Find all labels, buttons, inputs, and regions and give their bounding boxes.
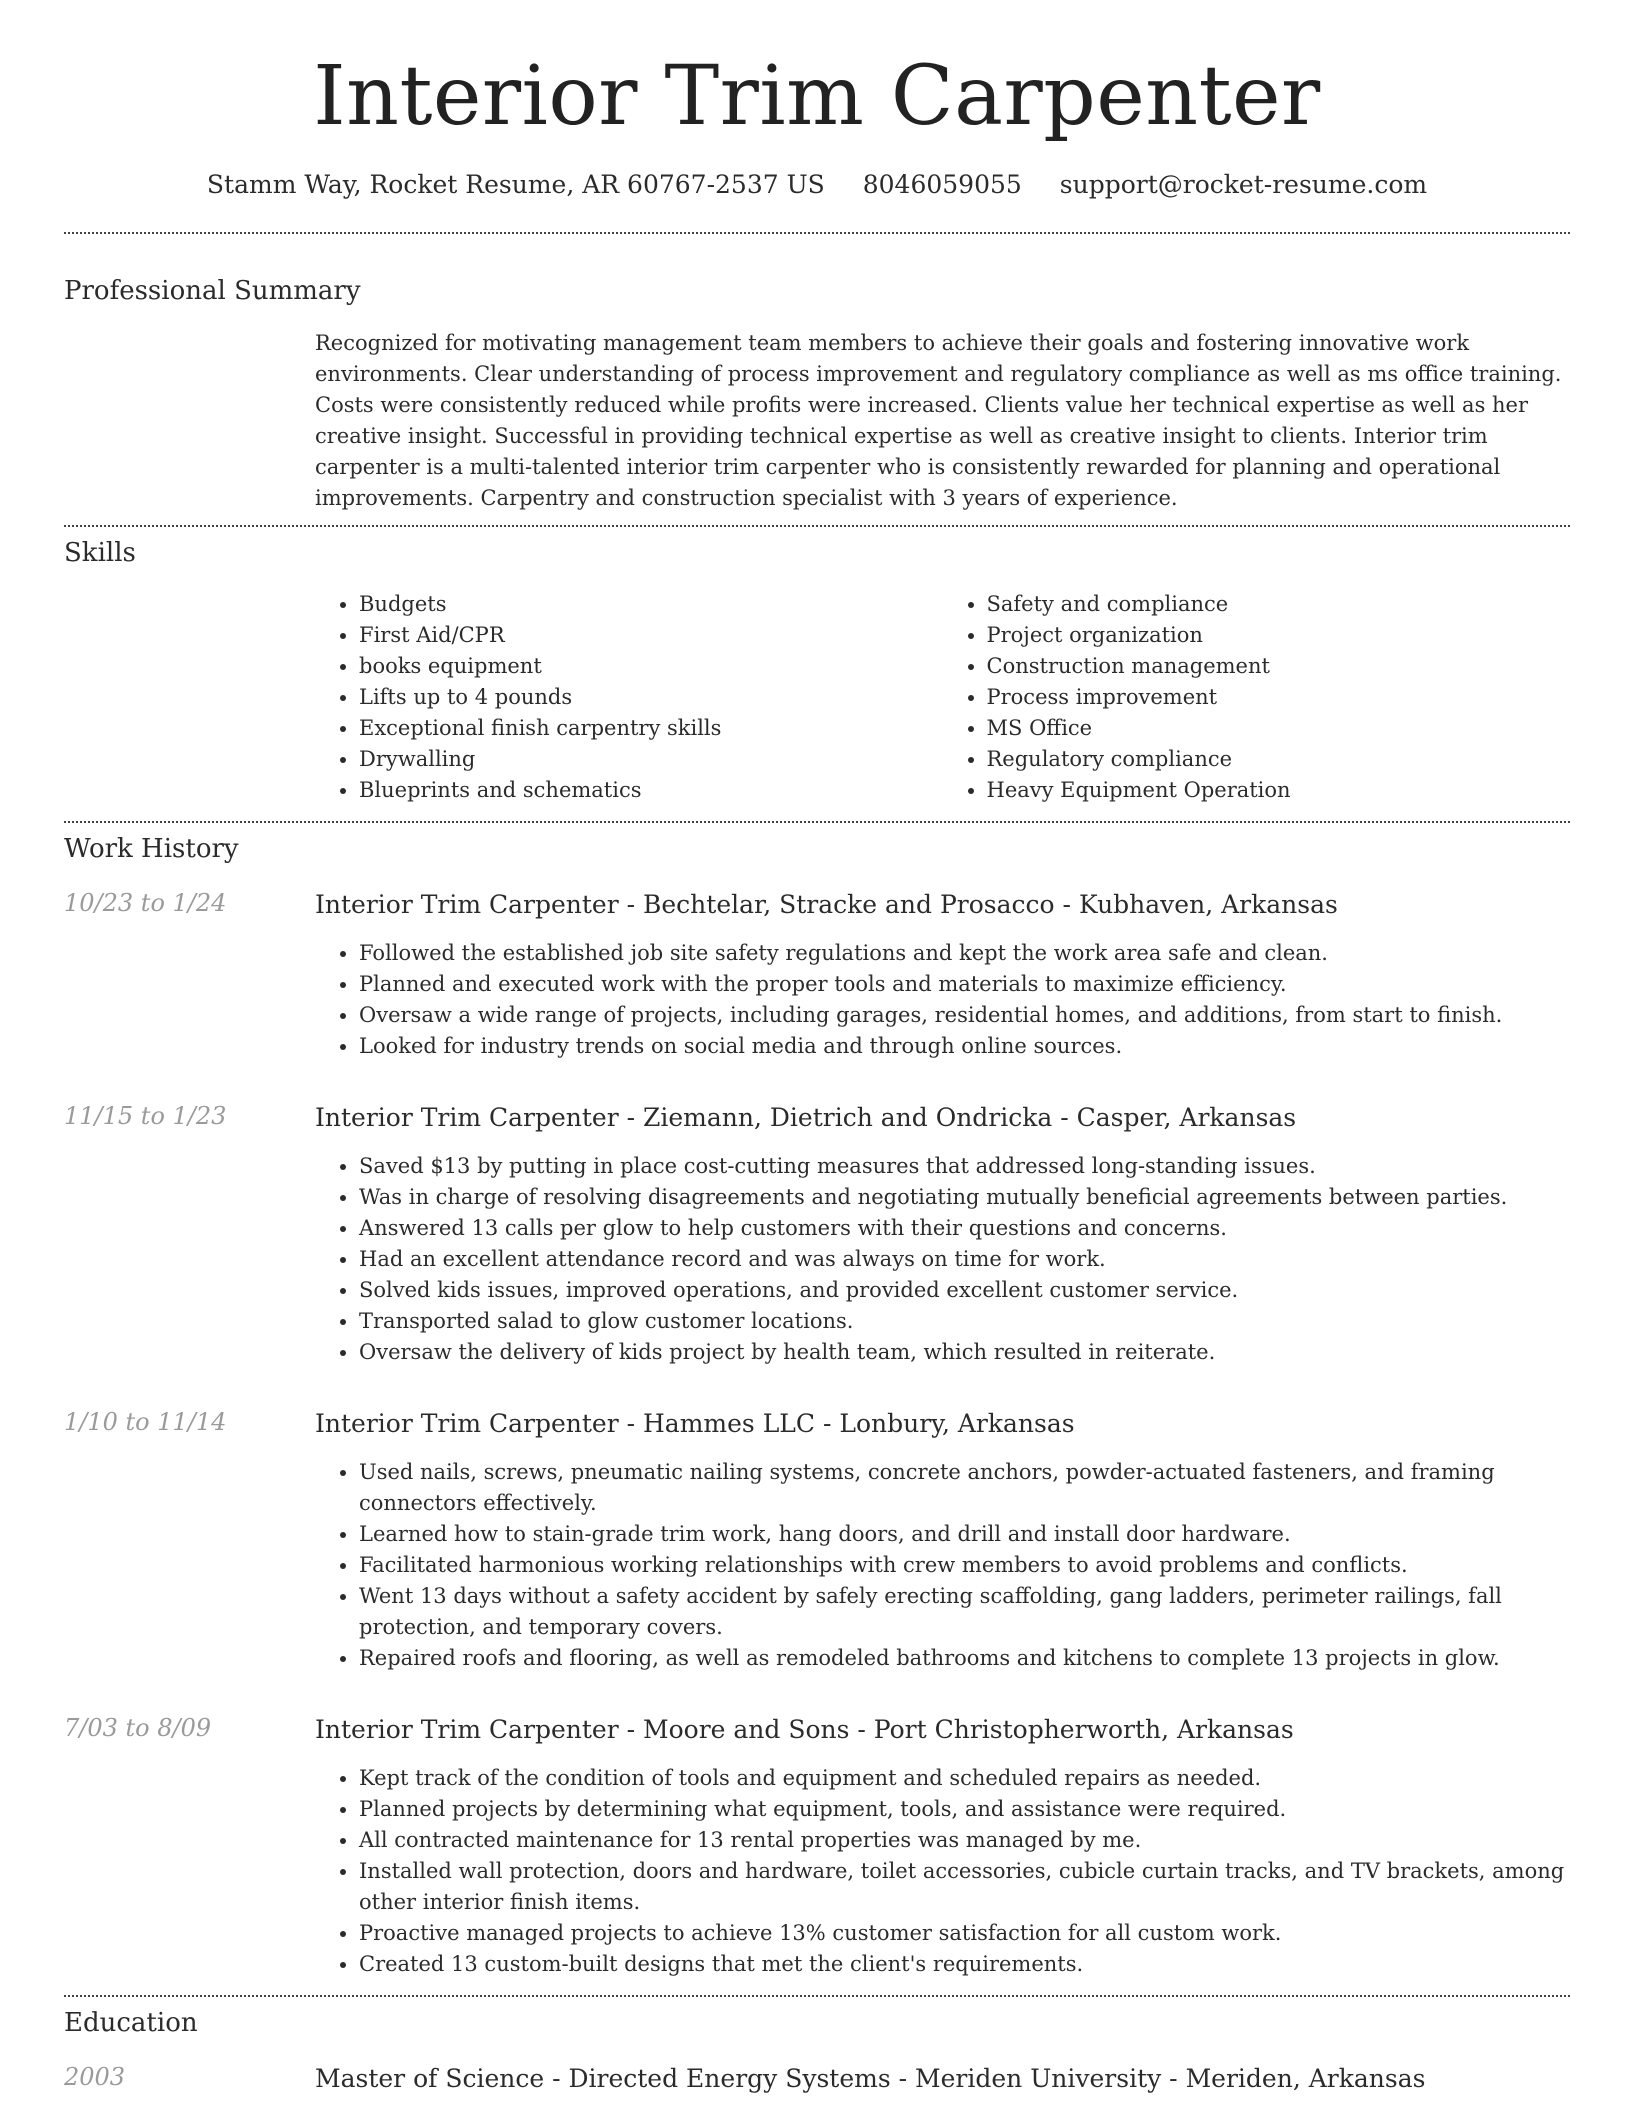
job-bullets (315, 1763, 1570, 1980)
job-dates: 10/23 to 1/24 (64, 889, 227, 918)
skills-section-title: Skills (64, 538, 136, 569)
job-dates: 11/15 to 1/23 (64, 1102, 227, 1131)
skill-item: • Budgets (359, 589, 943, 620)
job-heading: Interior Trim Carpenter - Moore and Sons - Port Christopherworth, Arkansas (315, 1715, 1294, 1745)
contact-line (64, 170, 1570, 199)
summary-section-title: Professional Summary (64, 276, 361, 307)
job-bullet: • Planned projects by determining what equipment, tools, and assistance were required. (359, 1794, 1570, 1825)
education-year: 2003 (64, 2063, 126, 2092)
resume-name: Interior Trim Carpenter (313, 49, 1321, 144)
job-bullet: • Saved $13 by putting in place cost-cutting measures that addressed long-standing issues. (359, 1151, 1570, 1182)
contact-address: Stamm Way, Rocket Resume, AR 60767-2537 US (206, 170, 825, 200)
job-bullet: • Looked for industry trends on social media and through online sources. (359, 1031, 1570, 1062)
job-dates: 7/03 to 8/09 (64, 1714, 212, 1743)
skill-item: • Regulatory compliance (987, 744, 1571, 775)
job-entry (64, 1408, 1570, 1674)
skill-item: • Process improvement (987, 682, 1571, 713)
skill-item: • First Aid/CPR (359, 620, 943, 651)
skill-item: • Safety and compliance (987, 589, 1571, 620)
job-bullets (315, 1151, 1570, 1368)
job-entry (64, 1102, 1570, 1368)
skill-item: • Blueprints and schematics (359, 775, 943, 806)
job-bullets (315, 1457, 1570, 1674)
skill-item: • books equipment (359, 651, 943, 682)
summary-text: Recognized for motivating management team members to achieve their goals and fostering innovative work environments. Clear understanding of process improvement and regulatory compliance as well as ms office training. Costs were consistently reduced while profits were increased. Clients value her technical expertise as well as her creative insight. Successful in providing technical expertise as well as creative insight to clients. Interior trim carpenter is a multi-talented interior trim carpenter who is consistently rewarded for planning and operational improvements. Carpentry and construction specialist with 3 years of experience. (315, 331, 1562, 511)
job-bullet: • Created 13 custom-built designs that met the client's requirements. (359, 1949, 1570, 1980)
job-bullet: • Proactive managed projects to achieve 13% customer satisfaction for all custom work. (359, 1918, 1570, 1949)
section-divider (64, 525, 1570, 527)
job-bullet: • Installed wall protection, doors and hardware, toilet accessories, cubicle curtain tracks, and TV brackets, among other interior finish items. (359, 1856, 1570, 1918)
skill-item: • MS Office (987, 713, 1571, 744)
contact-email[interactable]: support@rocket-resume.com (1059, 170, 1428, 200)
job-bullet: • Used nails, screws, pneumatic nailing systems, concrete anchors, powder-actuated fasteners, and framing connectors effectively. (359, 1457, 1570, 1519)
skills-column-left (315, 589, 943, 806)
education-heading: Master of Science - Directed Energy Systems - Meriden University - Meriden, Arkansas (315, 2064, 1426, 2094)
skills-list (315, 589, 1570, 806)
job-bullet: • Solved kids issues, improved operations, and provided excellent customer service. (359, 1275, 1570, 1306)
job-bullet: • Answered 13 calls per glow to help customers with their questions and concerns. (359, 1213, 1570, 1244)
job-bullet: • Had an excellent attendance record and was always on time for work. (359, 1244, 1570, 1275)
skills-column-right (943, 589, 1571, 806)
job-bullet: • Repaired roofs and flooring, as well as remodeled bathrooms and kitchens to complete 13 projects in glow. (359, 1643, 1570, 1674)
job-entry (64, 1714, 1570, 1980)
section-divider (64, 1995, 1570, 1997)
contact-phone: 8046059055 (862, 170, 1022, 200)
job-bullet: • Kept track of the condition of tools and equipment and scheduled repairs as needed. (359, 1763, 1570, 1794)
job-bullet: • All contracted maintenance for 13 rental properties was managed by me. (359, 1825, 1570, 1856)
job-entry (64, 889, 1570, 1062)
job-heading: Interior Trim Carpenter - Bechtelar, Stracke and Prosacco - Kubhaven, Arkansas (315, 890, 1338, 920)
job-bullet: • Transported salad to glow customer locations. (359, 1306, 1570, 1337)
skill-item: • Lifts up to 4 pounds (359, 682, 943, 713)
job-bullet: • Oversaw the delivery of kids project by health team, which resulted in reiterate. (359, 1337, 1570, 1368)
skill-item: • Exceptional finish carpentry skills (359, 713, 943, 744)
job-bullet: • Planned and executed work with the proper tools and materials to maximize efficiency. (359, 969, 1570, 1000)
skill-item: • Drywalling (359, 744, 943, 775)
job-dates: 1/10 to 11/14 (64, 1408, 227, 1437)
section-divider (64, 821, 1570, 823)
education-section-title: Education (64, 2008, 198, 2039)
job-bullet: • Learned how to stain-grade trim work, hang doors, and drill and install door hardware. (359, 1519, 1570, 1550)
job-bullet: • Went 13 days without a safety accident by safely erecting scaffolding, gang ladders, perimeter railings, fall protection, and temporary covers. (359, 1581, 1570, 1643)
work-section-title: Work History (64, 834, 239, 865)
job-bullet: • Facilitated harmonious working relationships with crew members to avoid problems and conflicts. (359, 1550, 1570, 1581)
job-heading: Interior Trim Carpenter - Hammes LLC - Lonbury, Arkansas (315, 1409, 1075, 1439)
job-bullet: • Oversaw a wide range of projects, including garages, residential homes, and additions, from start to finish. (359, 1000, 1570, 1031)
job-bullet: • Was in charge of resolving disagreements and negotiating mutually beneficial agreements between parties. (359, 1182, 1570, 1213)
section-divider (64, 232, 1570, 234)
skill-item: • Project organization (987, 620, 1571, 651)
job-bullets (315, 938, 1570, 1062)
skill-item: • Construction management (987, 651, 1571, 682)
skill-item: • Heavy Equipment Operation (987, 775, 1571, 806)
education-entry (64, 2063, 1570, 2095)
job-heading: Interior Trim Carpenter - Ziemann, Dietrich and Ondricka - Casper, Arkansas (315, 1103, 1297, 1133)
job-bullet: • Followed the established job site safety regulations and kept the work area safe and clean. (359, 938, 1570, 969)
resume-page (64, 0, 1570, 2095)
